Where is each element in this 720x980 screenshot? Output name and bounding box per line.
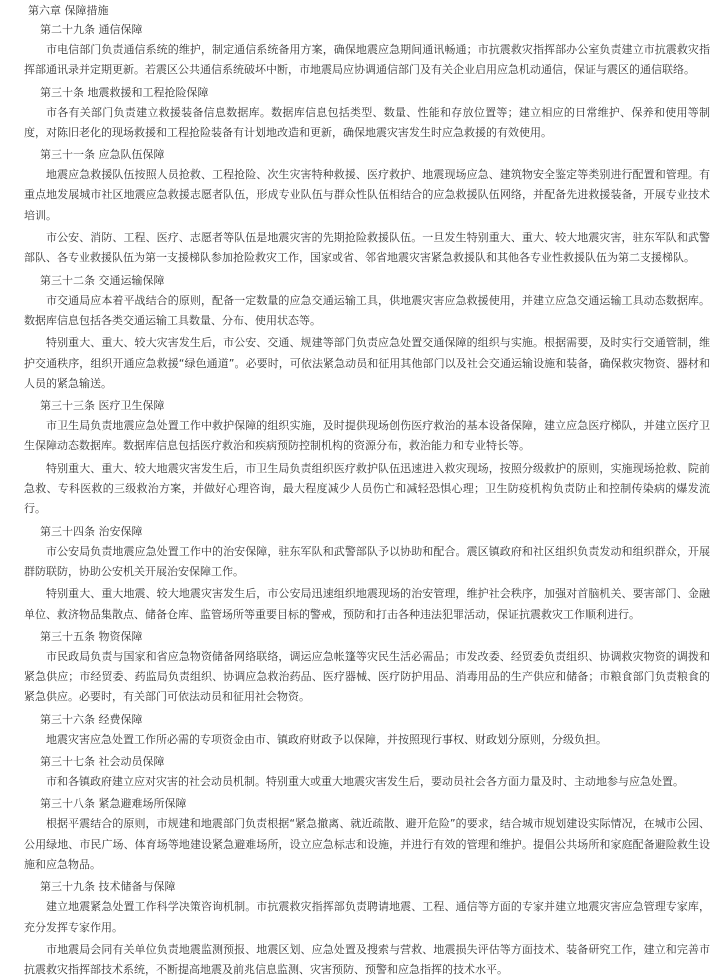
section-heading: 第三十六条 经费保障 (40, 712, 143, 726)
section-paragraph: 市卫生局负责地震应急处置工作中救护保障的组织实施，及时提供现场创伤医疗救治的基本设备保障，建立应急医疗梯队，并建立医疗卫生保障动态数据库。数据库信息包括医疗救治和疾病预防控制机构的资源分布，救治能力和专业特长等。 (24, 419, 710, 453)
section-paragraph: 特别重大、重大、较大地震灾害发生后，市卫生局负责组织医疗救护队伍迅速进入救灾现场，按照分级救护的原则，实施现场抢救、院前急救、专科医救的三级救治方案，并做好心理咨询，最大程度减少人员伤亡和减轻恐惧心理；卫生防疫机构负责防止和控制传染病的爆发流行。 (24, 461, 710, 516)
section-heading: 第三十二条 交通运输保障 (40, 273, 165, 287)
section-paragraph: 市各有关部门负责建立救援装备信息数据库。数据库信息包括类型、数量、性能和存放位置等；建立相应的日常维护、保养和使用等制度，对陈旧老化的现场救援和工程抢险装备有计划地改造和更新，确保地震灾害发生时应急救援的有效使用。 (24, 105, 710, 139)
section-paragraph: 市地震局会同有关单位负责地震监测预报、地震区划、应急处置及搜索与营救、地震损失评估等方面技术、装备研究工作，建立和完善市抗震救灾指挥部技术系统，不断提高地震及前兆信息监测、灾害预防、预警和应急指挥的技术水平。 (24, 942, 710, 977)
section-heading: 第三十四条 治安保障 (40, 524, 143, 538)
section-heading: 第三十七条 社会动员保障 (40, 755, 165, 769)
section-paragraph: 市电信部门负责通信系统的维护，制定通信系统备用方案，确保地震应急期间通讯畅通；市抗震救灾指挥部办公室负责建立市抗震救灾指挥部通讯录并定期更新。若震区公共通信系统破坏中断，市地震局应协调通信部门及有关企业启用应急机动通信，保证与震区的通信联络。 (24, 43, 710, 77)
section-heading: 第三十一条 应急队伍保障 (40, 148, 165, 162)
section-heading: 第三十八条 紧急避难场所保障 (40, 797, 187, 811)
section-paragraph: 特别重大、重大地震、较大地震灾害发生后，市公安局迅速组织地震现场的治安管理，维护社会秩序，加强对首脑机关、要害部门、金融单位、救济物品集散点、储备仓库、监管场所等重要目标的警戒，预防和打击各种违法犯罪活动，保证抗震救灾工作顺利进行。 (24, 587, 710, 621)
section-paragraph: 市民政局负责与国家和省应急物资储备网络联络，调运应急帐篷等灾民生活必需品；市发改委、经贸委负责组织、协调救灾物资的调拨和紧急供应；市经贸委、药监局负责组织、协调应急救治药品、医疗器械、医疗防护用品、消毒用品的生产供应和储备；市粮食部门负责粮食的紧急供应。必要时，有关部门可依法动员和征用社会物资。 (24, 649, 710, 704)
section-paragraph: 市和各镇政府建立应对灾害的社会动员机制。特别重大或重大地震灾害发生后，要动员社会各方面力量及时、主动地参与应急处置。 (46, 775, 684, 789)
chapter-title: 第六章 保障措施 (28, 4, 109, 17)
section-paragraph: 地震灾害应急处置工作所必需的专项资金由市、镇政府财政予以保障，并按照现行事权、财政划分原则，分级负担。 (46, 732, 607, 746)
section-paragraph: 市交通局应本着平战结合的原则，配备一定数量的应急交通运输工具，供地震灾害应急救援使用，并建立应急交通运输工具动态数据库。数据库信息包括各类交通运输工具数量、分布、使用状态等。 (24, 293, 710, 327)
section-paragraph: 建立地震紧急处置工作科学决策咨询机制。市抗震救灾指挥部负责聘请地震、工程、通信等方面的专家并建立地震灾害应急管理专家库，充分发挥专家作用。 (24, 900, 710, 934)
section-heading: 第三十三条 医疗卫生保障 (40, 399, 165, 413)
section-paragraph: 根据平震结合的原则，市规建和地震部门负责根据“紧急撤离、就近疏散、避开危险”的要求，结合城市规划建设实际情况，在城市公园、公用绿地、市民广场、体育场等地建设紧急避难场所，设立应急标志和设施，并进行有效的管理和维护。提倡公共场所和家庭配备避险救生设施和应急物品。 (24, 817, 710, 871)
section-heading: 第三十九条 技术储备与保障 (40, 880, 176, 894)
section-paragraph: 市公安局负责地震应急处置工作中的治安保障，驻东军队和武警部队予以协助和配合。震区镇政府和社区组织负责发动和组织群众，开展群防联防，协助公安机关开展治安保障工作。 (24, 544, 710, 578)
section-paragraph: 地震应急救援队伍按照人员抢救、工程抢险、次生灾害特种救援、医疗救护、地震现场应急、建筑物安全鉴定等类别进行配置和管理。有重点地发展城市社区地震应急救援志愿者队伍，形成专业队伍与群众性队伍相结合的应急救援队伍网络，并配备先进救援装备，开展专业技术培训。 (24, 168, 710, 222)
section-heading: 第三十五条 物资保障 (40, 629, 143, 643)
section-paragraph: 市公安、消防、工程、医疗、志愿者等队伍是地震灾害的先期抢险救援队伍。一旦发生特别重大、重大、较大地震灾害，驻东军队和武警部队、各专业救援队伍为第一支援梯队参加抢险救灾工作，国家或省、邻省地震灾害紧急救援队和其他各专业性救援队伍为第二支援梯队。 (24, 231, 710, 265)
sections-container (24, 20, 710, 980)
section-heading: 第二十九条 通信保障 (40, 23, 143, 36)
section-heading: 第三十条 地震救援和工程抢险保障 (40, 85, 209, 99)
section-paragraph: 特别重大、重大、较大灾害发生后，市公安、交通、规建等部门负责应急处置交通保障的组织与实施。根据需要，及时实行交通管制，维护交通秩序，组织开通应急救援“绿色通道”。必要时，可依法紧急动员和征用其他部门以及社会交通运输设施和装备，确保救灾物资、器材和人员的紧急输送。 (24, 336, 710, 390)
